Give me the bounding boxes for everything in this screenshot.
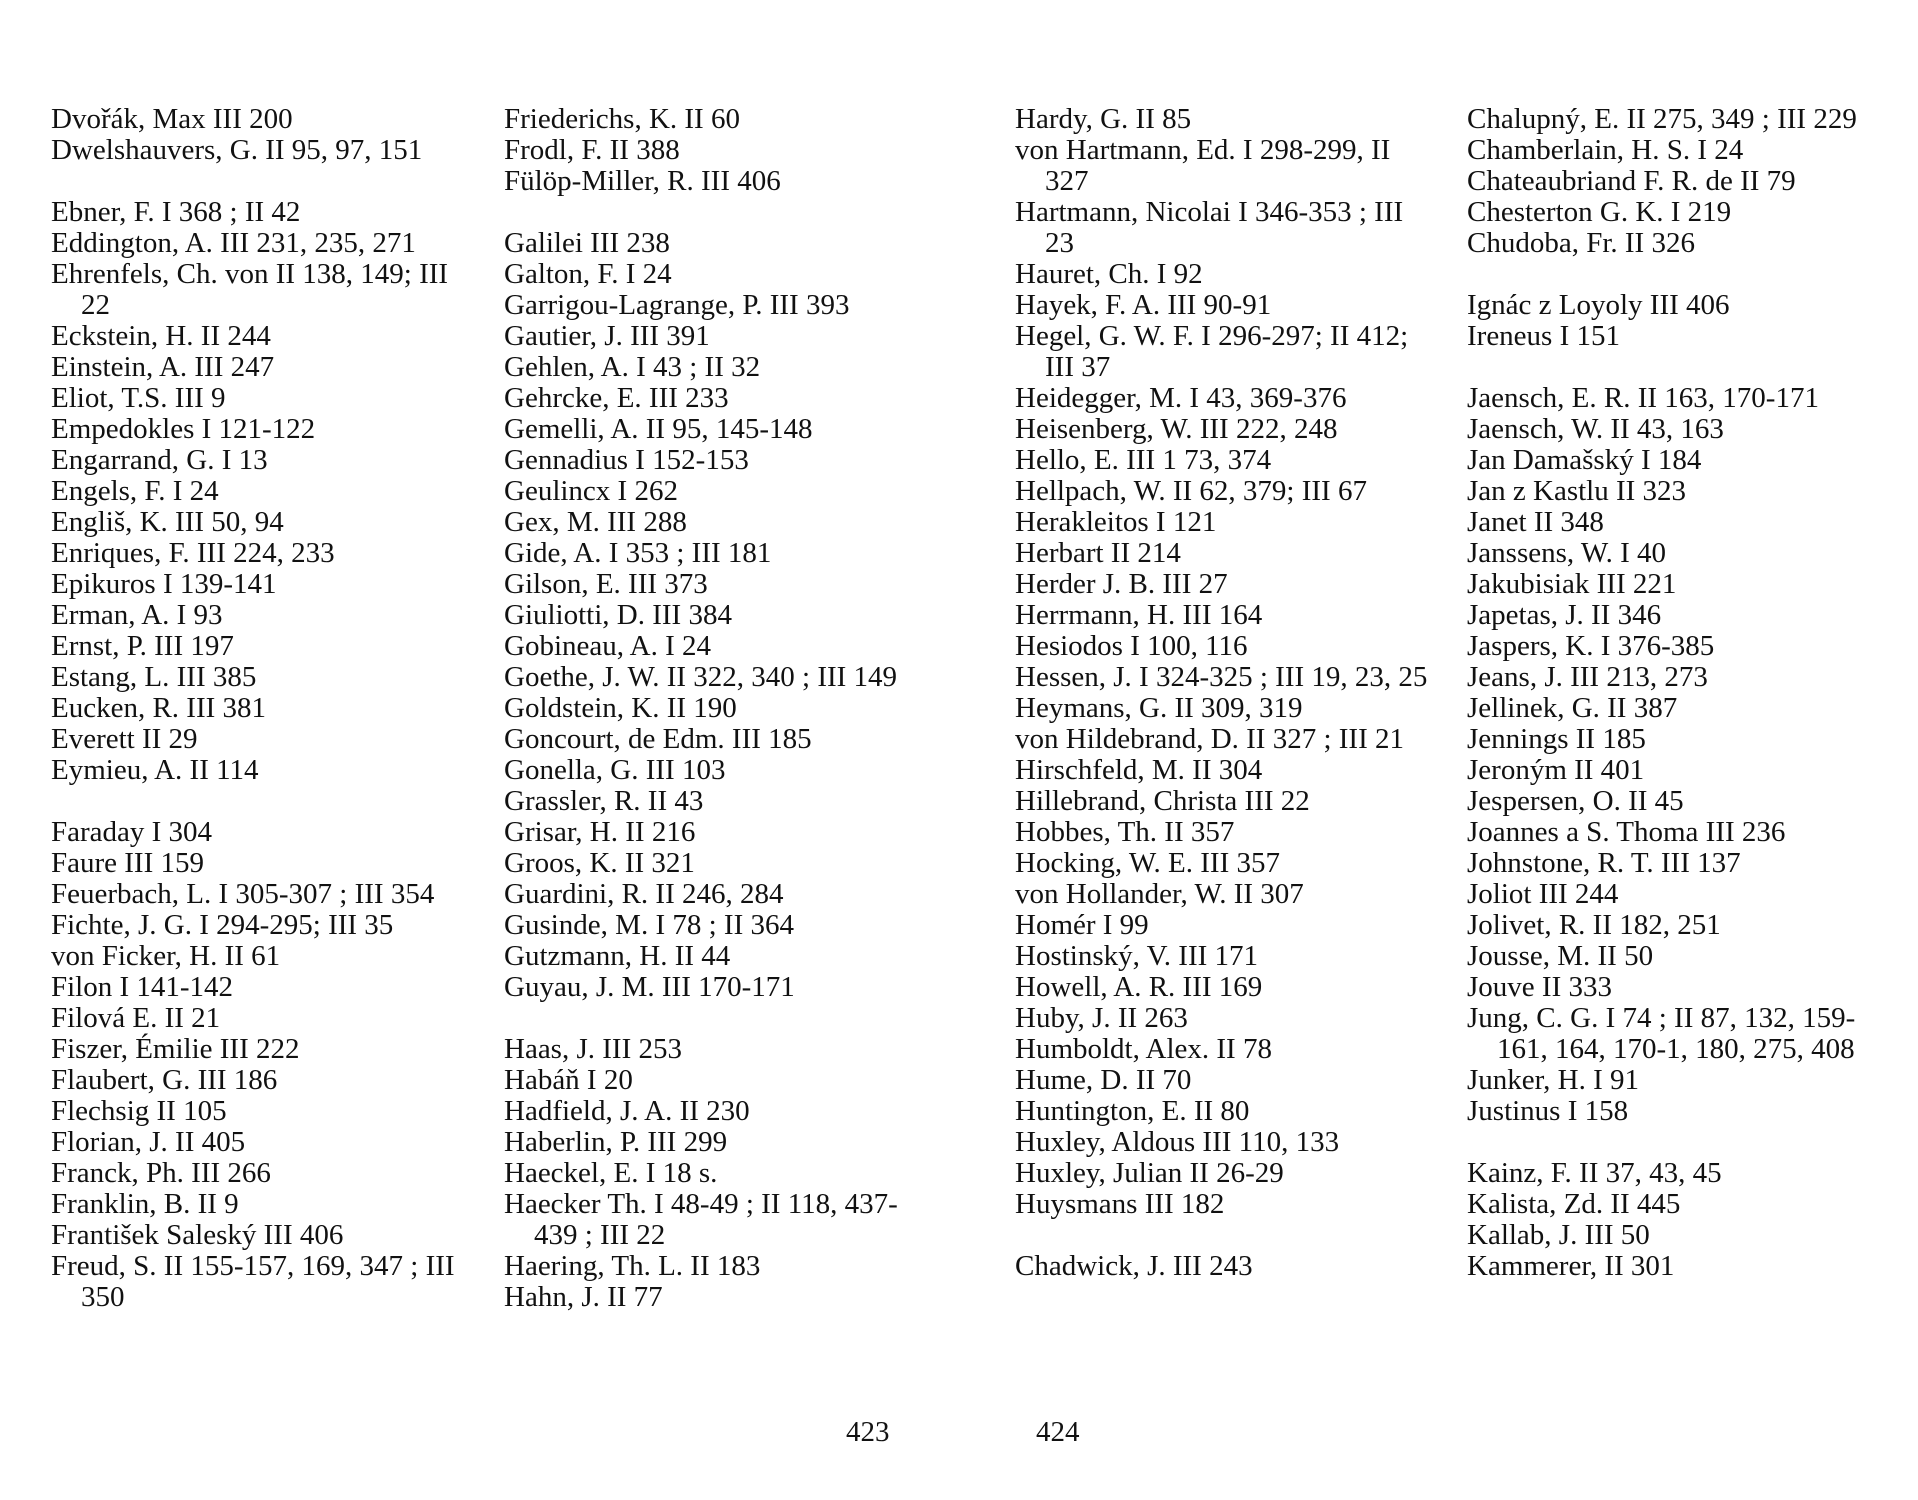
index-entry: Chalupný, E. II 275, 349 ; III 229 (1467, 103, 1857, 135)
index-entry: Hesiodos I 100, 116 (1015, 630, 1248, 662)
index-entry: Filon I 141-142 (51, 971, 234, 1003)
index-entry: Jan Damašský I 184 (1467, 444, 1702, 476)
index-entry: Eckstein, H. II 244 (51, 320, 271, 352)
index-entry: Empedokles I 121-122 (51, 413, 316, 445)
index-entry: Hardy, G. II 85 (1015, 103, 1192, 135)
index-entry: Ebner, F. I 368 ; II 42 (51, 196, 301, 228)
index-entry: Jespersen, O. II 45 (1467, 785, 1684, 817)
index-entry: Fiszer, Émilie III 222 (51, 1033, 300, 1065)
index-entry: von Hollander, W. II 307 (1015, 878, 1304, 910)
index-entry: Justinus I 158 (1467, 1095, 1629, 1127)
index-entry: Kammerer, II 301 (1467, 1250, 1675, 1282)
index-entry: Hirschfeld, M. II 304 (1015, 754, 1263, 786)
section-gap (504, 1003, 924, 1034)
index-entry: Hillebrand, Christa III 22 (1015, 785, 1310, 817)
index-entry: Enriques, F. III 224, 233 (51, 537, 335, 569)
index-entry: Haeckel, E. I 18 s. (504, 1157, 718, 1189)
index-entry: Chamberlain, H. S. I 24 (1467, 134, 1744, 166)
index-entry: Gutzmann, H. II 44 (504, 940, 731, 972)
index-entry: Flaubert, G. III 186 (51, 1064, 278, 1096)
index-entry: Faraday I 304 (51, 816, 213, 848)
index-entry: Haas, J. III 253 (504, 1033, 682, 1065)
index-entry: Goethe, J. W. II 322, 340 ; III 149 (504, 661, 898, 693)
index-entry: Jan z Kastlu II 323 (1467, 475, 1687, 507)
index-entry: Jung, C. G. I 74 ; II 87, 132, 159-161, 164, 170-1, 180, 275, 408 (1467, 1002, 1856, 1065)
index-entry: Feuerbach, L. I 305-307 ; III 354 (51, 878, 435, 910)
index-entry: Jolivet, R. II 182, 251 (1467, 909, 1721, 941)
index-entry: Huxley, Aldous III 110, 133 (1015, 1126, 1340, 1158)
index-entry: Hellpach, W. II 62, 379; III 67 (1015, 475, 1367, 507)
index-entry: Chadwick, J. III 243 (1015, 1250, 1253, 1282)
index-entry: Ernst, P. III 197 (51, 630, 234, 662)
index-entry: Hayek, F. A. III 90-91 (1015, 289, 1272, 321)
index-entry: Hocking, W. E. III 357 (1015, 847, 1280, 879)
index-entry: Hobbes, Th. II 357 (1015, 816, 1235, 848)
index-entry: Kainz, F. II 37, 43, 45 (1467, 1157, 1722, 1189)
index-entry: Einstein, A. III 247 (51, 351, 275, 383)
section-gap (51, 786, 471, 817)
index-entry: Fichte, J. G. I 294-295; III 35 (51, 909, 394, 941)
index-entry: von Ficker, H. II 61 (51, 940, 281, 972)
index-entry: Guardini, R. II 246, 284 (504, 878, 784, 910)
index-entry: Dvořák, Max III 200 (51, 103, 293, 135)
index-entry: Engarrand, G. I 13 (51, 444, 268, 476)
index-entry: Jousse, M. II 50 (1467, 940, 1654, 972)
index-entry: Ignác z Loyoly III 406 (1467, 289, 1730, 321)
section-gap (1015, 1220, 1435, 1251)
index-entry: Jakubisiak III 221 (1467, 568, 1677, 600)
index-entry: Gautier, J. III 391 (504, 320, 710, 352)
index-entry: Gehlen, A. I 43 ; II 32 (504, 351, 761, 383)
index-entry: Garrigou-Lagrange, P. III 393 (504, 289, 850, 321)
index-column-4 (1467, 104, 1897, 1282)
page-number-right: 424 (1036, 1416, 1080, 1448)
index-entry: Jeans, J. III 213, 273 (1467, 661, 1708, 693)
page-number-left: 423 (846, 1416, 890, 1448)
index-entry: Erman, A. I 93 (51, 599, 223, 631)
index-entry: Jouve II 333 (1467, 971, 1612, 1003)
index-entry: Groos, K. II 321 (504, 847, 695, 879)
index-entry: Chesterton G. K. I 219 (1467, 196, 1732, 228)
index-entry: Eymieu, A. II 114 (51, 754, 259, 786)
index-entry: Hostinský, V. III 171 (1015, 940, 1259, 972)
index-entry: Guyau, J. M. III 170-171 (504, 971, 795, 1003)
index-entry: Franck, Ph. III 266 (51, 1157, 271, 1189)
index-entry: Galton, F. I 24 (504, 258, 672, 290)
section-gap (1467, 1127, 1897, 1158)
index-entry: František Saleský III 406 (51, 1219, 344, 1251)
index-entry: Humboldt, Alex. II 78 (1015, 1033, 1272, 1065)
index-column-1 (51, 104, 471, 1313)
index-entry: Kallab, J. III 50 (1467, 1219, 1650, 1251)
index-entry: Gonella, G. III 103 (504, 754, 726, 786)
index-entry: Jaensch, W. II 43, 163 (1467, 413, 1724, 445)
section-gap (1467, 352, 1897, 383)
index-entry: Heidegger, M. I 43, 369-376 (1015, 382, 1347, 414)
index-entry: Habáň I 20 (504, 1064, 633, 1096)
index-entry: Herrmann, H. III 164 (1015, 599, 1263, 631)
index-entry: Haering, Th. L. II 183 (504, 1250, 761, 1282)
index-entry: Hartmann, Nicolai I 346-353 ; III 23 (1015, 196, 1404, 259)
index-entry: Eliot, T.S. III 9 (51, 382, 226, 414)
index-entry: Friederichs, K. II 60 (504, 103, 740, 135)
index-entry: Gide, A. I 353 ; III 181 (504, 537, 772, 569)
index-entry: Jennings II 185 (1467, 723, 1646, 755)
section-gap (51, 166, 471, 197)
index-entry: Howell, A. R. III 169 (1015, 971, 1263, 1003)
index-entry: Hauret, Ch. I 92 (1015, 258, 1203, 290)
index-entry: Homér I 99 (1015, 909, 1149, 941)
index-entry: Engliš, K. III 50, 94 (51, 506, 284, 538)
index-entry: Gehrcke, E. III 233 (504, 382, 729, 414)
index-entry: Joannes a S. Thoma III 236 (1467, 816, 1786, 848)
index-entry: von Hildebrand, D. II 327 ; III 21 (1015, 723, 1404, 755)
index-entry: Chateaubriand F. R. de II 79 (1467, 165, 1796, 197)
index-entry: Chudoba, Fr. II 326 (1467, 227, 1695, 259)
index-entry: Heisenberg, W. III 222, 248 (1015, 413, 1338, 445)
index-entry: Giuliotti, D. III 384 (504, 599, 732, 631)
index-entry: Faure III 159 (51, 847, 205, 879)
index-entry: Geulincx I 262 (504, 475, 678, 507)
index-entry: Herder J. B. III 27 (1015, 568, 1228, 600)
index-entry: Huntington, E. II 80 (1015, 1095, 1250, 1127)
index-entry: Gusinde, M. I 78 ; II 364 (504, 909, 794, 941)
index-entry: Joliot III 244 (1467, 878, 1619, 910)
index-entry: Herbart II 214 (1015, 537, 1181, 569)
index-column-2 (504, 104, 924, 1313)
index-entry: Hegel, G. W. F. I 296-297; II 412; III 37 (1015, 320, 1409, 383)
index-entry: Jellinek, G. II 387 (1467, 692, 1678, 724)
index-entry: Jaspers, K. I 376-385 (1467, 630, 1715, 662)
index-entry: Haecker Th. I 48-49 ; II 118, 437-439 ; III 22 (504, 1188, 898, 1251)
section-gap (504, 197, 924, 228)
index-entry: Flechsig II 105 (51, 1095, 227, 1127)
index-entry: Freud, S. II 155-157, 169, 347 ; III 350 (51, 1250, 455, 1313)
index-entry: Franklin, B. II 9 (51, 1188, 239, 1220)
index-entry: Epikuros I 139-141 (51, 568, 277, 600)
index-entry: Gennadius I 152-153 (504, 444, 749, 476)
index-entry: Haberlin, P. III 299 (504, 1126, 728, 1158)
index-entry: Fülöp-Miller, R. III 406 (504, 165, 781, 197)
index-entry: Japetas, J. II 346 (1467, 599, 1662, 631)
index-entry: Johnstone, R. T. III 137 (1467, 847, 1741, 879)
index-entry: Goldstein, K. II 190 (504, 692, 737, 724)
index-entry: Estang, L. III 385 (51, 661, 257, 693)
index-entry: Huby, J. II 263 (1015, 1002, 1188, 1034)
index-column-3 (1015, 104, 1435, 1282)
index-entry: Grisar, H. II 216 (504, 816, 696, 848)
index-entry: Gobineau, A. I 24 (504, 630, 711, 662)
index-entry: Huysmans III 182 (1015, 1188, 1225, 1220)
index-entry: Engels, F. I 24 (51, 475, 219, 507)
index-entry: Junker, H. I 91 (1467, 1064, 1640, 1096)
index-entry: Jaensch, E. R. II 163, 170-171 (1467, 382, 1819, 414)
index-entry: Janssens, W. I 40 (1467, 537, 1666, 569)
index-entry: Gemelli, A. II 95, 145-148 (504, 413, 813, 445)
index-entry: Herakleitos I 121 (1015, 506, 1217, 538)
section-gap (1467, 259, 1897, 290)
index-entry: Hadfield, J. A. II 230 (504, 1095, 750, 1127)
index-entry: Frodl, F. II 388 (504, 134, 680, 166)
index-entry: Ireneus I 151 (1467, 320, 1621, 352)
index-entry: Hello, E. III 1 73, 374 (1015, 444, 1272, 476)
index-entry: Everett II 29 (51, 723, 198, 755)
index-entry: Florian, J. II 405 (51, 1126, 246, 1158)
index-entry: Goncourt, de Edm. III 185 (504, 723, 812, 755)
index-entry: Hahn, J. II 77 (504, 1281, 663, 1313)
index-entry: Dwelshauvers, G. II 95, 97, 151 (51, 134, 423, 166)
index-entry: Hume, D. II 70 (1015, 1064, 1192, 1096)
index-entry: Grassler, R. II 43 (504, 785, 704, 817)
index-entry: Gilson, E. III 373 (504, 568, 708, 600)
index-entry: Jeroným II 401 (1467, 754, 1645, 786)
index-entry: Ehrenfels, Ch. von II 138, 149; III 22 (51, 258, 449, 321)
index-entry: Huxley, Julian II 26-29 (1015, 1157, 1284, 1189)
index-entry: Kalista, Zd. II 445 (1467, 1188, 1681, 1220)
index-entry: Heymans, G. II 309, 319 (1015, 692, 1303, 724)
index-entry: Eucken, R. III 381 (51, 692, 267, 724)
index-entry: Hessen, J. I 324-325 ; III 19, 23, 25 (1015, 661, 1428, 693)
index-entry: Galilei III 238 (504, 227, 670, 259)
index-entry: Filová E. II 21 (51, 1002, 221, 1034)
index-entry: Eddington, A. III 231, 235, 271 (51, 227, 416, 259)
index-entry: Janet II 348 (1467, 506, 1604, 538)
index-entry: von Hartmann, Ed. I 298-299, II 327 (1015, 134, 1391, 197)
index-entry: Gex, M. III 288 (504, 506, 687, 538)
